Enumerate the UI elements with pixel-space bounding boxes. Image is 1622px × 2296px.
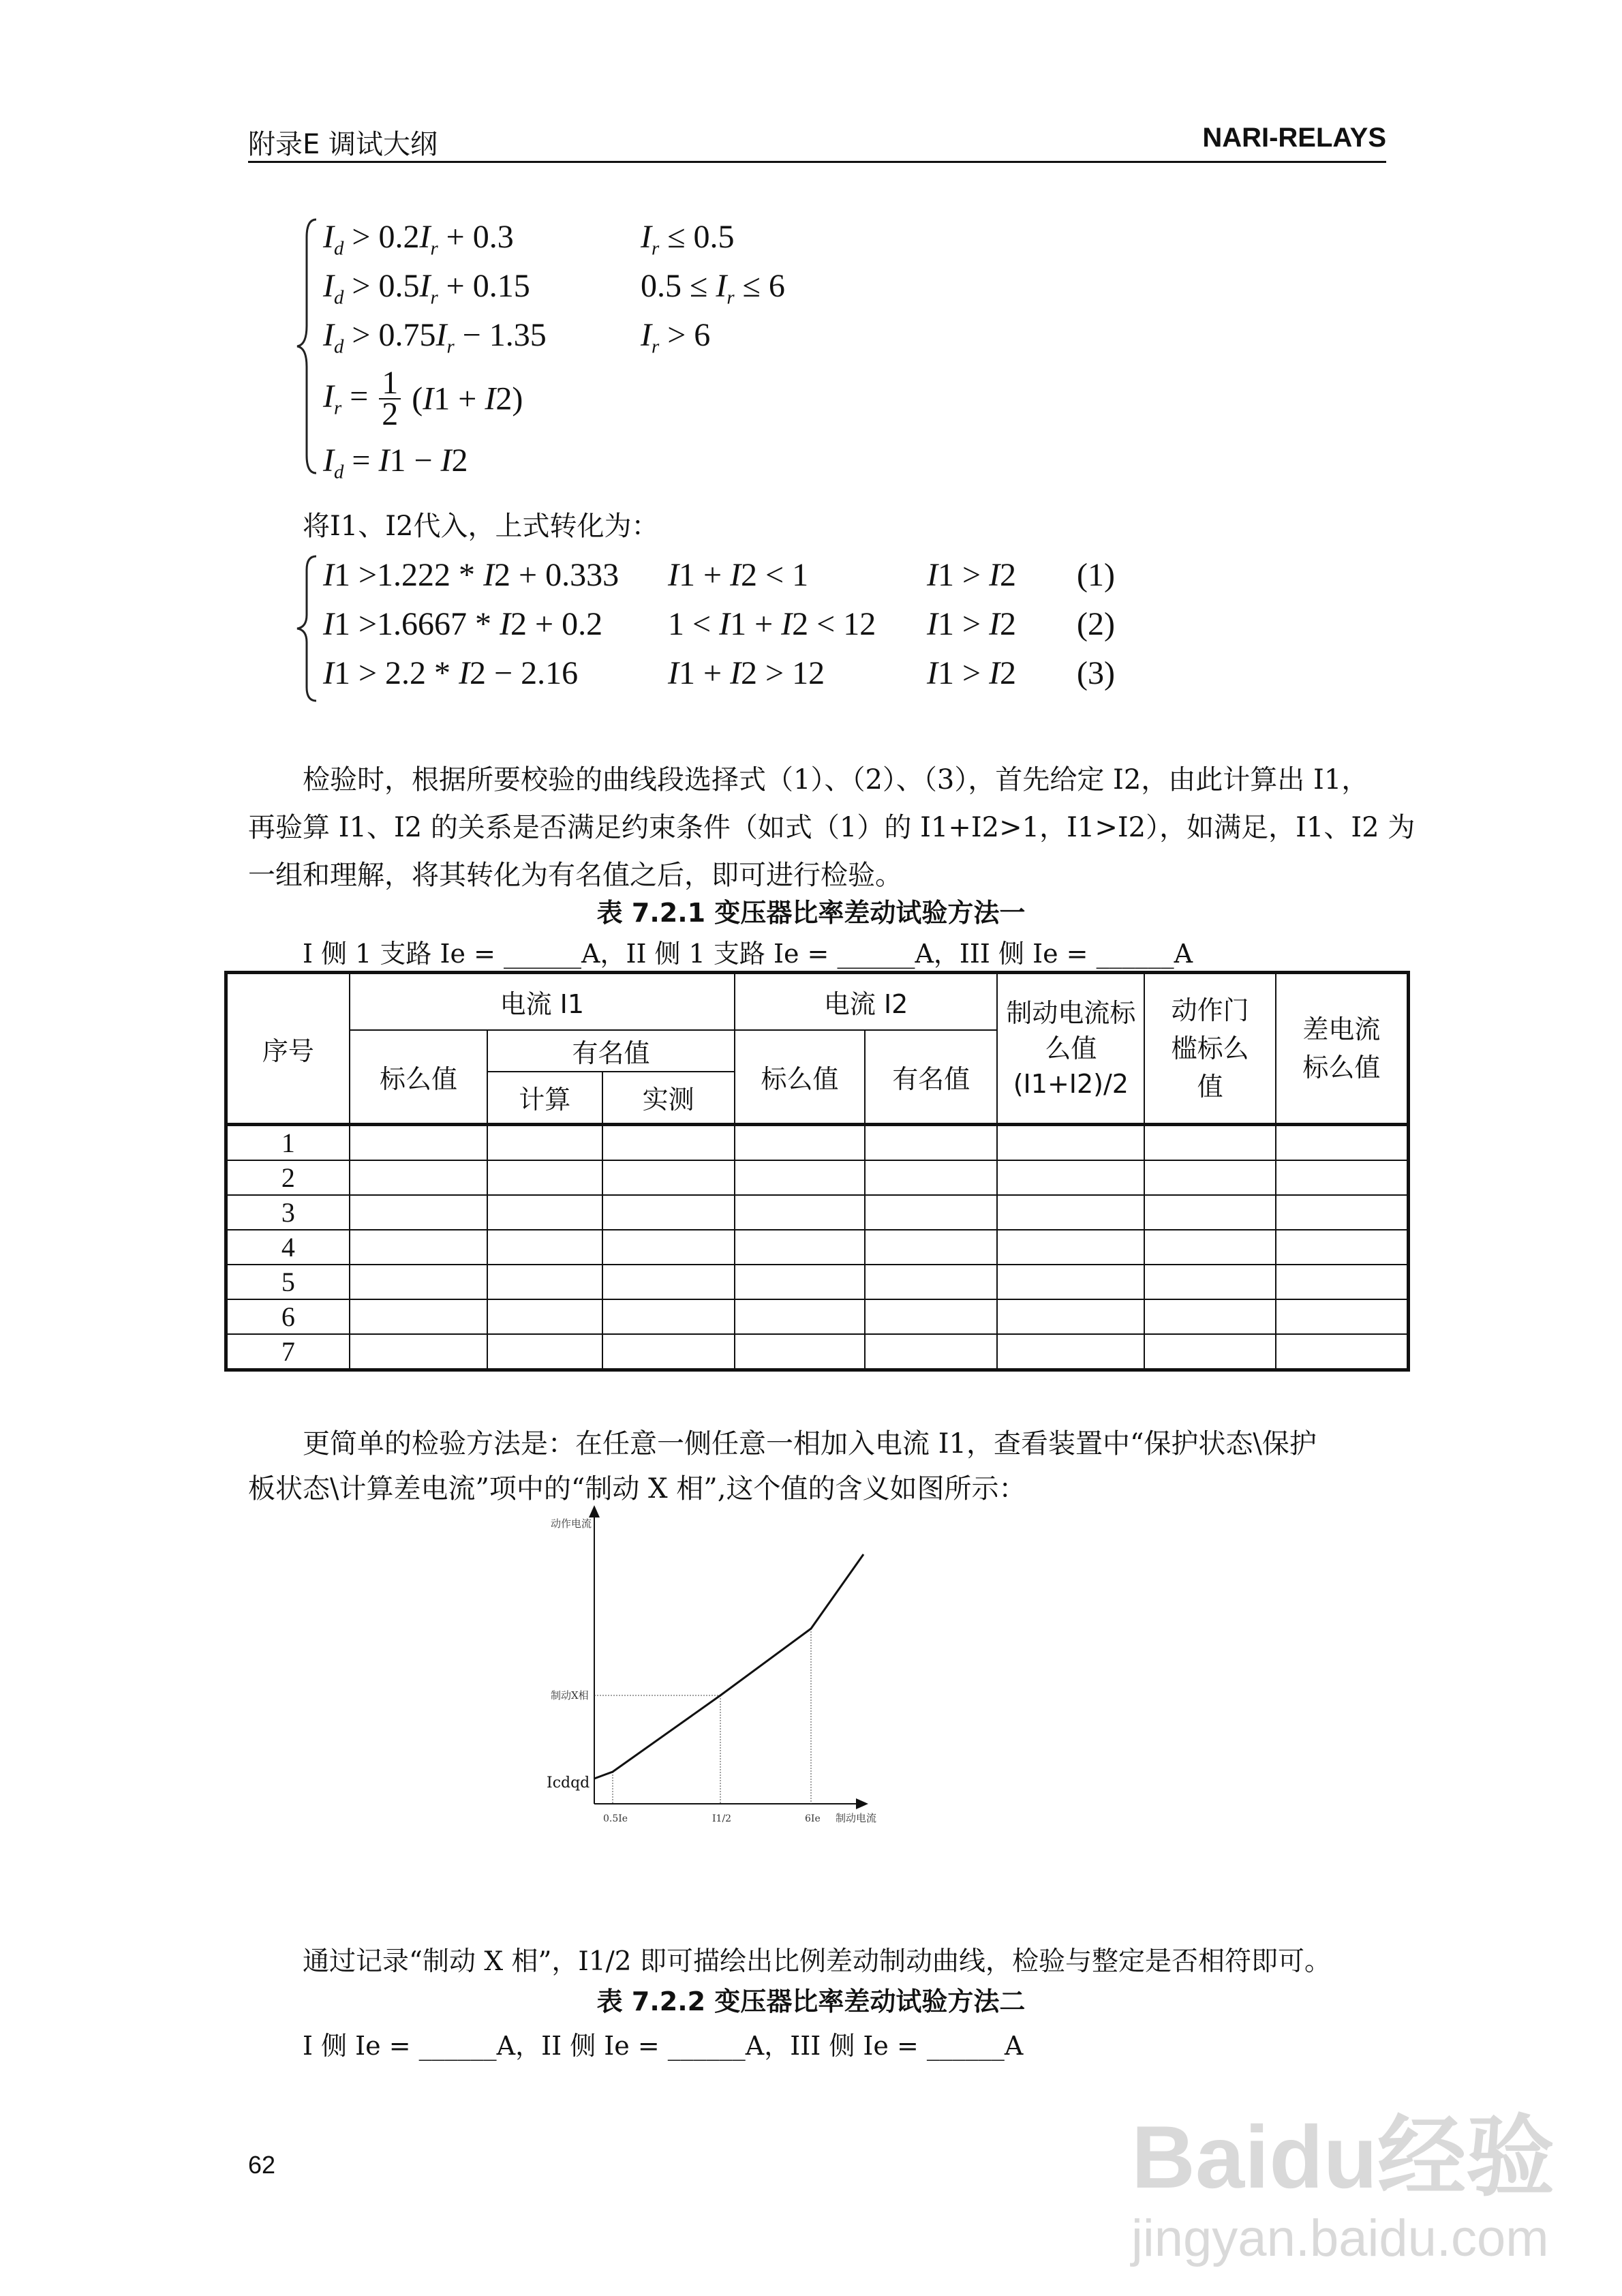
y-axis-label: 动作电流 (551, 1517, 592, 1530)
equation-3: $I_d > 0.75I_r - 1.35$ (323, 317, 547, 358)
y-tick-icdqd: Icdqd (547, 1774, 590, 1792)
equation-1: $I_d > 0.2I_r + 0.3$ (323, 219, 514, 260)
page-number: 62 (248, 2151, 276, 2179)
inequality-3-condition: I1 + I2 > 12 (668, 655, 825, 691)
inequality-2-condition2: I1 > I2 (927, 606, 1017, 642)
table-2-ie-line: I 侧 Ie = ______A，II 侧 Ie = ______A，III 侧 Ie = ______A (303, 2031, 1024, 2061)
inequality-2-condition: 1 < I1 + I2 < 12 (668, 606, 876, 642)
inequality-1-condition: I1 + I2 < 1 (668, 557, 809, 593)
inequality-2-number: (2) (1077, 606, 1115, 642)
inequality-1: I1 >1.222 * I2 + 0.333 (323, 557, 619, 593)
inequality-3-condition2: I1 > I2 (927, 655, 1017, 691)
equation-4: $I_r$ = $\frac{1}{2}$ (I1 + I2) (323, 365, 523, 432)
header-seq: 序号 (226, 973, 350, 1125)
row-number: 1 (226, 1125, 350, 1161)
header-i1-named: 有名值 (487, 1030, 735, 1072)
equation-2: $I_d > 0.5I_r + 0.15$ (323, 268, 530, 309)
header-brake-current: 制动电流标么值(I1+I2)/2 (997, 973, 1144, 1125)
header-i1-pu: 标么值 (350, 1030, 487, 1125)
row-number: 2 (226, 1160, 350, 1195)
inequality-3-number: (3) (1077, 655, 1115, 691)
header-i2-pu: 标么值 (735, 1030, 865, 1125)
row-number: 6 (226, 1299, 350, 1334)
brake-curve (594, 1554, 863, 1779)
y-tick-brake-x-phase: 制动X相 (551, 1689, 589, 1702)
table-1-title: 表 7.2.1 变压器比率差动试验方法一 (596, 898, 1026, 928)
paragraph-line: 板状态\计算差电流”项中的“制动 X 相”,这个值的含义如图所示： (248, 1473, 1026, 1505)
table-1-ie-line: I 侧 1 支路 Ie = ______A，II 侧 1 支路 Ie = ______A，III 侧 Ie = ______A (303, 939, 1193, 969)
inequality-1-number: (1) (1077, 557, 1115, 593)
row-number: 3 (226, 1195, 350, 1230)
x-tick-6ie: 6Ie (805, 1813, 821, 1824)
header-threshold: 动作门槛标么值 (1144, 973, 1276, 1125)
header-i1: 电流 I1 (350, 973, 735, 1030)
x-axis-label: 制动电流 (836, 1812, 877, 1824)
inequality-2: I1 >1.6667 * I2 + 0.2 (323, 606, 603, 642)
x-tick-i1-half: I1/2 (712, 1813, 732, 1824)
equation-3-condition: $I_r > 6$ (641, 317, 711, 358)
equation-5: $I_d = I1 - I2$ (323, 442, 468, 483)
equation-2-condition: $0.5 \le I_r \le 6$ (641, 268, 785, 309)
baidu-watermark-logo: Baidu经验 (1131, 2107, 1555, 2207)
paragraph-line: 检验时，根据所要校验的曲线段选择式（1）、（2）、（3），首先给定 I2，由此计算出 I1， (303, 764, 1369, 796)
x-tick-0.5ie: 0.5Ie (603, 1813, 628, 1824)
equation-1-condition: $I_r \le 0.5$ (641, 219, 735, 260)
row-number: 5 (226, 1265, 350, 1299)
paragraph-line: 再验算 I1、I2 的关系是否满足约束条件（如式（1）的 I1+I2>1，I1>I2），如满足，I1、I2 为 (248, 812, 1416, 843)
baidu-watermark-url: jingyan.baidu.com (1131, 2209, 1549, 2267)
paragraph-line: 更简单的检验方法是：在任意一侧任意一相加入电流 I1，查看装置中“保护状态\保护 (303, 1428, 1317, 1460)
header-i2: 电流 I2 (735, 973, 998, 1030)
row-number: 4 (226, 1230, 350, 1265)
header-calc: 计算 (487, 1072, 602, 1125)
header-section-title: 附录E 调试大纲 (248, 129, 438, 160)
paragraph-line: 一组和理解，将其转化为有名值之后，即可进行检验。 (248, 860, 902, 891)
paragraph-line: 通过记录“制动 X 相”，I1/2 即可描绘出比例差动制动曲线，检验与整定是否相符即可。 (303, 1946, 1332, 1977)
header-brand: NARI-RELAYS (1202, 123, 1386, 153)
inequality-3: I1 > 2.2 * I2 − 2.16 (323, 655, 579, 691)
inequality-1-condition2: I1 > I2 (927, 557, 1017, 593)
fraction: $\frac{1}{2}$ (379, 368, 401, 429)
header-i2-named: 有名值 (865, 1030, 997, 1125)
table-2-title: 表 7.2.2 变压器比率差动试验方法二 (596, 1987, 1026, 2016)
header-measured: 实测 (602, 1072, 735, 1125)
row-number: 7 (226, 1334, 350, 1370)
header-diff-current: 差电流标么值 (1276, 973, 1409, 1125)
substitute-text: 将I1、I2代入，上式转化为： (303, 511, 659, 542)
